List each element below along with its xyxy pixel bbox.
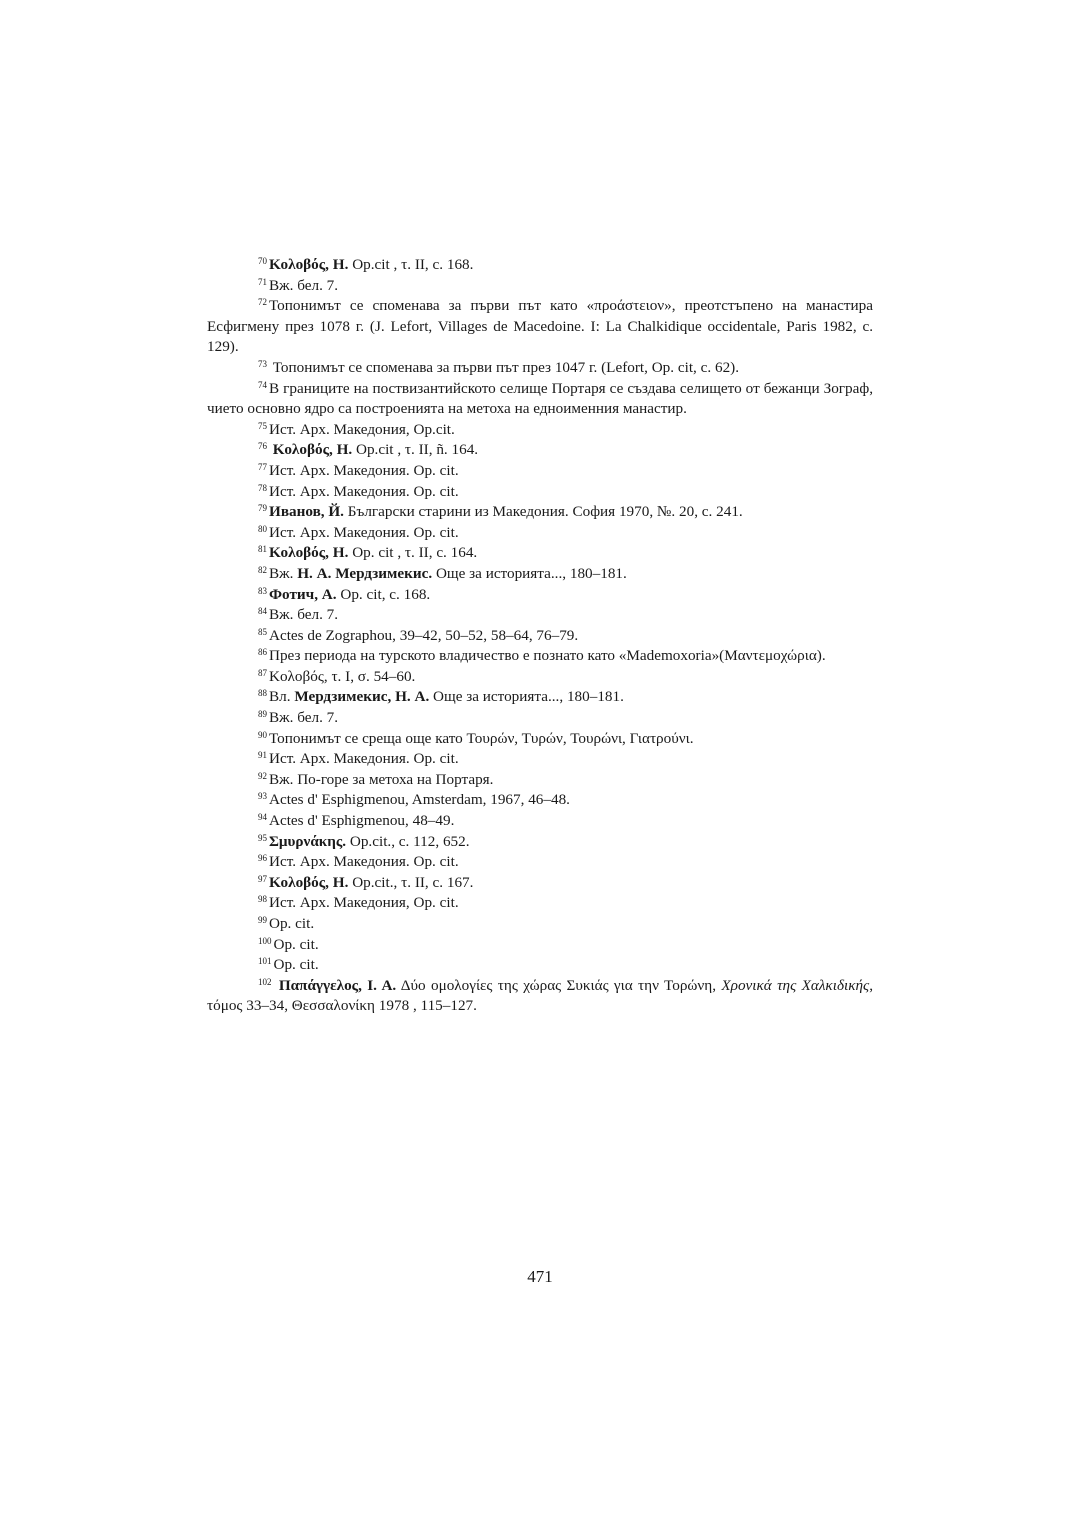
footnote-text: Δύο ομολογίες της χώρας Συκιάς για την Τορώνη,	[396, 976, 722, 994]
footnote-text: Ист. Арх. Македония, Op.cit.	[269, 420, 455, 438]
footnote-number: 89	[258, 709, 267, 720]
footnote-number: 76	[258, 441, 267, 452]
footnote-number: 84	[258, 606, 267, 617]
footnote	[207, 852, 873, 873]
footnote-text: Ист. Арх. Македония. Op. cit.	[269, 523, 459, 541]
footnote	[207, 564, 873, 585]
footnote-number: 83	[258, 585, 267, 596]
footnote-text: Вл.	[269, 688, 295, 706]
footnote-text: Вж. бел. 7.	[269, 606, 339, 624]
footnote-number: 97	[258, 873, 267, 884]
footnote-number: 98	[258, 894, 267, 905]
footnote	[207, 914, 873, 935]
footnote-number: 85	[258, 626, 267, 637]
footnote-text: Топонимът се среща още като Τουρών, Τυρών, Τουρώνι, Γιατρούνι.	[269, 729, 694, 747]
footnote-number: 93	[258, 791, 267, 802]
footnote-text: Op.cit , τ. ІІ, ñ. 164.	[352, 441, 479, 459]
footnote-number: 99	[258, 915, 267, 925]
footnote-number: 88	[258, 688, 267, 699]
footnote-text: Още за историята..., 180–181.	[429, 688, 624, 706]
footnote-text: Мердзимекис, Н. А.	[294, 688, 430, 706]
footnote	[207, 708, 873, 729]
footnote-text: Κολοβός, Н.	[269, 256, 349, 273]
footnote	[207, 790, 873, 811]
footnote	[207, 955, 873, 976]
footnote-number: 100	[258, 935, 272, 946]
footnote	[207, 502, 873, 523]
footnote-number: 92	[258, 770, 267, 781]
footnote-text: Κολοβός, Н.	[269, 873, 349, 891]
footnote-number: 96	[258, 853, 267, 864]
footnote	[207, 626, 873, 647]
footnote-text: Op. cit.	[269, 915, 315, 932]
footnote	[207, 379, 873, 420]
footnote-text: Κολοβός, Н.	[269, 544, 349, 562]
footnote-text: Op. cit.	[273, 956, 319, 974]
footnote	[207, 832, 873, 853]
footnote	[207, 646, 873, 667]
footnote	[207, 811, 873, 832]
footnote	[207, 873, 873, 894]
footnote-number: 81	[258, 544, 267, 555]
footnote-text: Σμυρνάκης.	[269, 832, 347, 850]
footnote-text: Ист. Арх. Македония. Op. cit.	[269, 750, 459, 768]
footnote-number: 95	[258, 832, 267, 843]
footnote-text: Op. cit , τ. ІІ, с. 164.	[348, 544, 478, 562]
footnote-number: 79	[258, 503, 267, 514]
footnote-text: Ист. Арх. Македония. Op. cit.	[269, 461, 459, 479]
footnote-number: 86	[258, 647, 267, 658]
footnote-text: Български старини из Македония. София 1970, №. 20, с. 241.	[343, 503, 743, 521]
footnote	[207, 420, 873, 441]
footnote-number: 101	[258, 956, 272, 967]
footnote-text: Още за историята..., 180–181.	[432, 564, 627, 582]
footnote-number: 75	[258, 420, 267, 431]
footnote-number: 73	[258, 358, 267, 369]
footnote-number: 77	[258, 461, 267, 472]
footnote	[207, 255, 873, 276]
footnote	[207, 687, 873, 708]
footnote-number: 82	[258, 564, 267, 575]
footnote	[207, 667, 873, 688]
footnote-text: Ист. Арх. Македония. Op. cit.	[269, 482, 459, 500]
footnote-number: 71	[258, 276, 267, 287]
footnote-number: 90	[258, 729, 267, 740]
footnote-text: Actes de Zographou, 39–42, 50–52, 58–64, 76–79.	[269, 626, 579, 644]
footnote	[207, 296, 873, 358]
footnote	[207, 605, 873, 626]
footnote-number: 87	[258, 667, 267, 678]
footnote-text: Вж. бел. 7.	[269, 709, 339, 727]
footnote	[207, 585, 873, 606]
footnote	[207, 461, 873, 482]
footnote	[207, 893, 873, 914]
footnote-text: Op. cit.	[273, 935, 319, 953]
footnote-text: Топонимът се споменава за първи път през 1047 г. (Lefort, Op. cit, с. 62).	[269, 358, 740, 376]
footnote-text: Actes d' Esphigmenou, Amsterdam, 1967, 46–48.	[269, 791, 570, 809]
footnote-number: 102	[258, 976, 272, 987]
footnote-number: 70	[258, 256, 267, 266]
footnote-text: Op.cit., с. 112, 652.	[346, 832, 470, 850]
footnotes-list	[207, 255, 873, 1017]
footnote-text: Op.cit , τ. ІІ, с. 168.	[348, 256, 474, 273]
footnote-text: Иванов, Й.	[269, 503, 344, 521]
footnote-text: Ист. Арх. Македония, Op. cit.	[269, 894, 459, 912]
footnote	[207, 729, 873, 750]
page-number: 471	[527, 1267, 553, 1286]
footnote-text: Фотич, А.	[269, 585, 337, 603]
footnote-text: Op. cit, с. 168.	[336, 585, 431, 603]
footnote-text: Вж. По-горе за метоха на Портаря.	[269, 770, 494, 788]
footnote-text: Вж.	[269, 564, 298, 582]
footnote-number: 80	[258, 523, 267, 534]
footnote-text: Κολοβός, τ. Ι, σ. 54–60.	[269, 667, 416, 685]
footnote-text: Ист. Арх. Македония. Op. cit.	[269, 853, 459, 871]
footnote-number: 74	[258, 379, 267, 390]
footnote-text: Χρονικά της Χαλκιδικής	[721, 976, 870, 994]
footnote-text: В границите на поствизантийското селище Портаря се създава селището от бежанци Зограф, чието основно ядро са построенията на метоха на едноименния манастир.	[207, 379, 873, 418]
footnote-text: , τόμος 33–34, Θεσσαλονίκη 1978 , 115–127.	[207, 976, 874, 1015]
footnote-text: Н. А. Мердзимекис.	[297, 564, 433, 582]
footnote	[207, 543, 873, 564]
footnote-text: Топонимът се споменава за първи път като «προάστειον», преотстъпено на манастира Есфигмену през 1078 г. (J. Lefort, Villages de Macedoine. I: La Chalkidique occidentale, Paris 1982, с. 129).	[207, 297, 873, 356]
footnote-number: 78	[258, 482, 267, 493]
footnote	[207, 482, 873, 503]
footnote-number: 72	[258, 297, 267, 308]
footnote-text: Παπάγγελος, Ι. Α.	[273, 976, 397, 994]
footnote	[207, 749, 873, 770]
footnote	[207, 935, 873, 956]
footnote	[207, 523, 873, 544]
footnote	[207, 976, 873, 1017]
footnote	[207, 358, 873, 379]
footnote-number: 94	[258, 812, 267, 823]
footnote-text: Κολοβός, Н.	[269, 441, 353, 459]
footnote-text: Вж. бел. 7.	[269, 276, 339, 294]
footnote	[207, 770, 873, 791]
footnote-text: През периода на турското владичество е познато като «Mademoxoria»(Μαντεμοχώρια).	[269, 647, 826, 665]
footnote-text: Actes d' Esphigmenou, 48–49.	[269, 812, 455, 830]
footnote	[207, 440, 873, 461]
footnote-text: Op.cit., τ. ІІ, с. 167.	[348, 873, 474, 891]
footnote	[207, 276, 873, 297]
footnote-number: 91	[258, 750, 267, 761]
